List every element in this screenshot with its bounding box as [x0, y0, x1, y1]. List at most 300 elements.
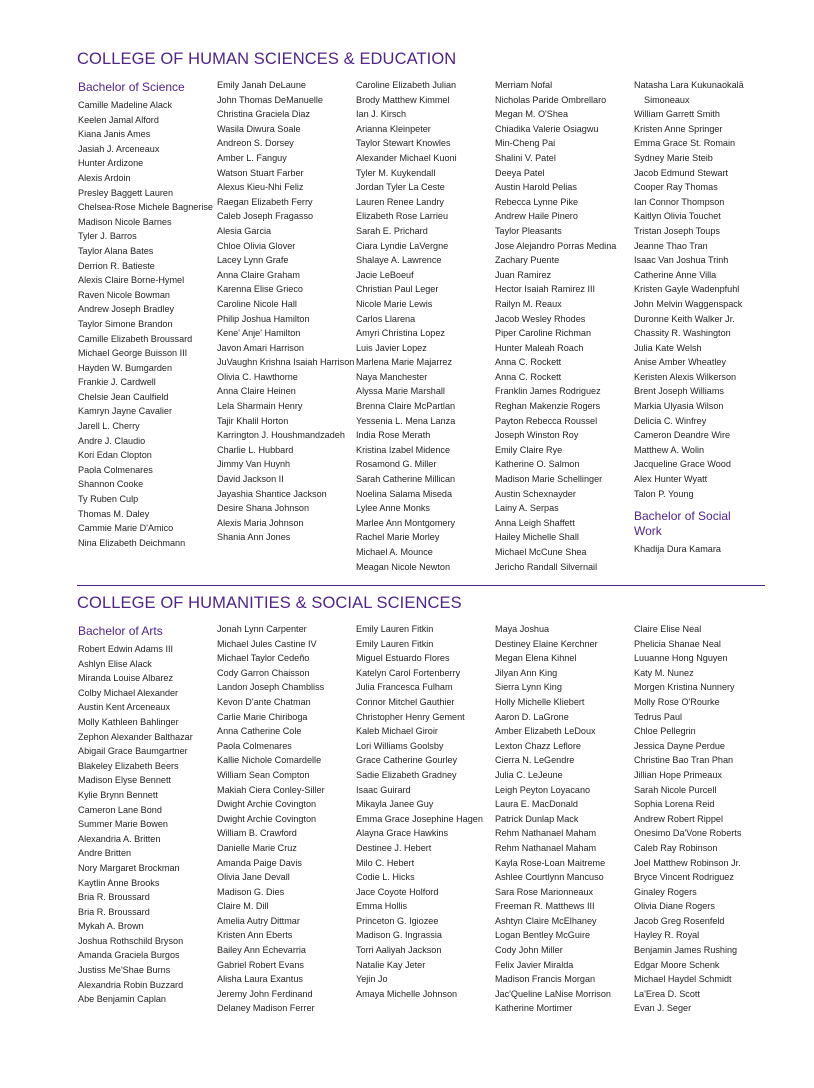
- graduate-name: Gabriel Robert Evans: [217, 959, 304, 970]
- graduate-name: Connor Mitchel Gauthier: [356, 696, 455, 707]
- graduate-name: Nory Margaret Brockman: [78, 862, 180, 873]
- graduate-name: Zephon Alexander Balthazar: [78, 731, 193, 742]
- graduate-name: Kallie Nichole Comardelle: [217, 755, 322, 766]
- graduate-name: Kaytlin Anne Brooks: [78, 877, 160, 888]
- graduate-name: Nicholas Paride Ombrellaro: [495, 94, 607, 105]
- graduate-name: Jimmy Van Huynh: [217, 459, 291, 470]
- graduate-name: Caroline Elizabeth Julian: [356, 80, 457, 90]
- graduate-name: Taylor Pleasants: [495, 225, 562, 236]
- graduate-name: Jac'Queline LaNise Morrison: [495, 988, 611, 999]
- graduate-name: Rehm Nathanael Maham: [495, 842, 597, 853]
- graduate-name: Javon Amari Harrison: [217, 342, 304, 353]
- graduate-name: Kamryn Jayne Cavalier: [78, 406, 173, 417]
- graduate-name: Kene' Anje' Hamilton: [217, 328, 301, 339]
- graduate-name: Megan Elena Kihnel: [495, 653, 577, 664]
- graduate-name: Shalini V. Patel: [495, 152, 556, 163]
- graduate-name: Meagan Nicole Newton: [356, 561, 451, 572]
- graduate-name: Shalaye A. Lawrence: [356, 255, 442, 266]
- graduate-name: Andrew Joseph Bradley: [78, 304, 175, 315]
- graduate-name: Makiah Ciera Conley-Siller: [217, 784, 325, 795]
- graduate-name: Jasiah J. Arceneaux: [78, 143, 160, 154]
- graduate-name: Piper Caroline Richman: [495, 328, 592, 339]
- graduate-name: Olivia Diane Rogers: [634, 901, 715, 912]
- graduate-name: Grace Catherine Gourley: [356, 755, 458, 766]
- graduate-name: Christina Graciela Diaz: [217, 109, 310, 120]
- graduate-name: Madison G. Ingrassia: [356, 930, 442, 941]
- graduate-name: Christian Paul Leger: [356, 284, 439, 295]
- graduate-name: Chelsea-Rose Michele Bagnerise: [78, 202, 213, 213]
- graduate-name: Anna C. Rockett: [495, 371, 562, 382]
- graduate-name: Jessica Dayne Perdue: [634, 740, 725, 751]
- graduate-name: Katelyn Carol Fortenberry: [356, 667, 461, 678]
- graduate-name: Naya Manchester: [356, 371, 428, 382]
- graduate-name: Kaleb Michael Giroir: [356, 726, 438, 737]
- graduate-name: Joseph Winston Roy: [495, 430, 579, 441]
- graduate-name: Anna C. Rockett: [495, 357, 562, 368]
- graduate-name: Watson Stuart Farber: [217, 167, 304, 178]
- s1-col3: [356, 78, 494, 574]
- graduate-name: Deeya Patel: [495, 167, 545, 178]
- graduate-name: Noelina Salama Miseda: [356, 488, 453, 499]
- graduate-name: Summer Marie Bowen: [78, 819, 168, 830]
- graduate-name: Raegan Elizabeth Ferry: [217, 196, 313, 207]
- graduate-name: Jacob Greg Rosenfeld: [634, 915, 725, 926]
- graduate-name: Jeremy John Ferdinand: [217, 988, 313, 999]
- graduate-name: Megan M. O'Shea: [495, 109, 569, 120]
- graduate-name: Lela Sharmain Henry: [217, 401, 303, 412]
- s1-col1: [78, 80, 216, 550]
- graduate-name: Jarell L. Cherry: [78, 421, 140, 432]
- graduate-name: Amaya Michelle Johnson: [356, 988, 458, 999]
- graduate-name: Alexandria A. Britten: [78, 833, 161, 844]
- graduate-name: Taylor Stewart Knowles: [356, 138, 451, 149]
- graduate-name: Ashlee Courtlynn Mancuso: [495, 872, 604, 883]
- s2-col4: [495, 622, 633, 1016]
- graduate-name: Zachary Puente: [495, 255, 560, 266]
- graduate-name: Christopher Henry Gement: [356, 711, 465, 722]
- graduate-name: Dwight Archie Covington: [217, 813, 317, 824]
- graduate-name: Khadija Dura Kamara: [634, 544, 721, 555]
- graduate-name: Felix Javier Miralda: [495, 959, 574, 970]
- graduate-name: Lauren Renee Landry: [356, 196, 444, 207]
- graduate-name: Chelsie Jean Caulfield: [78, 391, 169, 402]
- graduate-name: Andre Britten: [78, 848, 132, 859]
- graduate-name: Isaac Guirard: [356, 784, 411, 795]
- graduate-name: Wasila Diwura Soale: [217, 123, 301, 134]
- graduate-name: Alisha Laura Exantus: [217, 974, 303, 985]
- graduate-name: Jilyan Ann King: [495, 667, 558, 678]
- degree-heading: Bachelor of Arts: [78, 624, 163, 638]
- graduate-name: Katy M. Nunez: [634, 667, 694, 678]
- graduate-name: Hunter Ardizone: [78, 158, 144, 169]
- graduate-name: Andrew Robert Rippel: [634, 813, 723, 824]
- graduate-name: Julia Francesca Fulham: [356, 682, 453, 693]
- graduate-name: Michael Haydel Schmidt: [634, 974, 732, 985]
- graduate-name: Camille Elizabeth Broussard: [78, 333, 193, 344]
- graduate-name: Lacey Lynn Grafe: [217, 255, 289, 266]
- graduate-name: Colby Michael Alexander: [78, 687, 179, 698]
- graduate-name: Sophia Lorena Reid: [634, 799, 715, 810]
- graduate-name: Emily Claire Rye: [495, 444, 563, 455]
- graduate-name: Cammie Marie D'Amico: [78, 523, 174, 534]
- graduate-name: Min-Cheng Pai: [495, 138, 556, 149]
- graduate-name: Sara Rose Marionneaux: [495, 886, 594, 897]
- graduate-name: Yessenia L. Mena Lanza: [356, 415, 456, 426]
- graduate-name: Keristen Alexis Wilkerson: [634, 371, 737, 382]
- graduate-name: Lexton Chazz Leflore: [495, 740, 581, 751]
- graduate-name: Onesimo Da'Vone Roberts: [634, 828, 742, 839]
- graduate-name: Abigail Grace Baumgartner: [78, 746, 188, 757]
- graduate-name: Alyssa Marie Marshall: [356, 386, 445, 397]
- graduate-name: Sarah Catherine Millican: [356, 474, 456, 485]
- graduate-name: Cody John Miller: [495, 945, 563, 956]
- graduate-name: La'Erea D. Scott: [634, 988, 700, 999]
- graduate-name: Markia Ulyasia Wilson: [634, 401, 724, 412]
- degree-heading: Bachelor of Science: [78, 80, 185, 94]
- degree-heading: Bachelor of Social Work: [634, 509, 731, 539]
- graduate-name: Christine Bao Tran Phan: [634, 755, 734, 766]
- graduate-name: Shania Ann Jones: [217, 532, 291, 543]
- graduate-name: Andrew Haile Pinero: [495, 211, 578, 222]
- graduate-name: Emma Grace St. Romain: [634, 138, 736, 149]
- graduate-name: Alexis Claire Borne-Hymel: [78, 275, 185, 286]
- graduate-name: Amanda Paige Davis: [217, 857, 302, 868]
- graduate-name: India Rose Merath: [356, 430, 431, 441]
- graduate-name: Nicole Marie Lewis: [356, 298, 433, 309]
- graduate-name: Chiadika Valerie Osiagwu: [495, 123, 599, 134]
- graduate-name: Emma Hollis: [356, 901, 408, 912]
- graduate-name: Kylie Brynn Bennett: [78, 789, 158, 800]
- s1-col4: [495, 78, 633, 574]
- graduate-name: Austin Schexnayder: [495, 488, 576, 499]
- graduate-name: Thomas M. Daley: [78, 508, 150, 519]
- graduate-name: Claire Elise Neal: [634, 624, 702, 634]
- graduate-name: Lainy A. Serpas: [495, 503, 559, 514]
- graduate-name: Logan Bentley McGuire: [495, 930, 591, 941]
- graduate-name: Justiss Me'Shae Burns: [78, 965, 171, 976]
- graduate-name: Elizabeth Rose Larrieu: [356, 211, 448, 222]
- graduate-name: Joel Matthew Robinson Jr.: [634, 857, 741, 868]
- s1-col2: [217, 78, 355, 545]
- graduate-name: Miguel Estuardo Flores: [356, 653, 450, 664]
- graduate-name: Abe Benjamin Caplan: [78, 994, 166, 1005]
- graduate-name: Taylor Alana Bates: [78, 245, 154, 256]
- graduate-name: Madison Marie Schellinger: [495, 474, 603, 485]
- graduate-name: Jacob Edmund Stewart: [634, 167, 729, 178]
- graduate-name: Talon P. Young: [634, 488, 694, 499]
- section-divider: [77, 585, 765, 586]
- graduate-name: Jonah Lynn Carpenter: [217, 624, 307, 634]
- graduate-name: Ashlyn Elise Alack: [78, 658, 152, 669]
- graduate-name: Frankie J. Cardwell: [78, 377, 156, 388]
- graduate-name: Jacob Wesley Rhodes: [495, 313, 586, 324]
- graduate-name: Kristen Gayle Wadenpfuhl: [634, 284, 740, 295]
- graduate-name: Emily Lauren Fitkin: [356, 624, 434, 634]
- college-title-humanities: COLLEGE OF HUMANITIES & SOCIAL SCIENCES: [77, 594, 462, 612]
- graduate-name: Charlie L. Hubbard: [217, 444, 294, 455]
- graduate-name: Brenna Claire McPartlan: [356, 401, 456, 412]
- s2-col2: [217, 622, 355, 1016]
- graduate-name: Ian J. Kirsch: [356, 109, 407, 120]
- graduate-name: Tristan Joseph Toups: [634, 225, 720, 236]
- graduate-name: Isaac Van Joshua Trinh: [634, 255, 729, 266]
- graduate-name: Anise Amber Wheatley: [634, 357, 726, 368]
- graduate-name: Sydney Marie Steib: [634, 152, 713, 163]
- graduate-name: Morgen Kristina Nunnery: [634, 682, 735, 693]
- graduate-name: Jace Coyote Holford: [356, 886, 439, 897]
- graduate-name: Carlos Llarena: [356, 313, 416, 324]
- graduate-name: Jayashia Shantice Jackson: [217, 488, 327, 499]
- graduate-name: Ashtyn Claire McElhaney: [495, 915, 597, 926]
- graduate-name: Presley Baggett Lauren: [78, 187, 174, 198]
- graduate-name: Philip Joshua Hamilton: [217, 313, 310, 324]
- graduate-name: Sarah E. Prichard: [356, 225, 428, 236]
- graduate-name: Delaney Madison Ferrer: [217, 1003, 315, 1014]
- graduate-name: Robert Edwin Adams III: [78, 644, 174, 654]
- graduate-name: Amber Elizabeth LeDoux: [495, 726, 596, 737]
- graduate-name: Rosamond G. Miller: [356, 459, 437, 470]
- graduate-name: Alex Hunter Wyatt: [634, 474, 708, 485]
- graduate-name: Amanda Graciela Burgos: [78, 950, 180, 961]
- graduate-name: Cameron Deandre Wire: [634, 430, 731, 441]
- graduate-name: Tyler J. Barros: [78, 231, 137, 242]
- graduate-name: Olivia Jane Devall: [217, 872, 290, 883]
- graduate-name: Julia Kate Welsh: [634, 342, 702, 353]
- graduate-name: Benjamin James Rushing: [634, 945, 738, 956]
- graduate-name: Kristen Ann Eberts: [217, 930, 293, 941]
- graduate-name: Marlena Marie Majarrez: [356, 357, 453, 368]
- graduate-name: Cameron Lane Bond: [78, 804, 162, 815]
- graduate-name: Destinee J. Hebert: [356, 842, 432, 853]
- graduate-name: Raven Nicole Bowman: [78, 289, 170, 300]
- graduate-name: Desire Shana Johnson: [217, 503, 310, 514]
- graduate-name: William Garrett Smith: [634, 109, 720, 120]
- graduate-name: Bryce Vincent Rodriguez: [634, 872, 734, 883]
- graduate-name: Jillian Hope Primeaux: [634, 769, 722, 780]
- graduate-name: Railyn M. Reaux: [495, 298, 562, 309]
- graduate-name: Taylor Simone Brandon: [78, 318, 173, 329]
- graduate-name: Codie L. Hicks: [356, 872, 415, 883]
- college-title-human-sciences: COLLEGE OF HUMAN SCIENCES & EDUCATION: [77, 50, 457, 68]
- graduate-name: Landon Joseph Chambliss: [217, 682, 325, 693]
- graduate-name: Mikayla Janee Guy: [356, 799, 434, 810]
- graduate-name: Cooper Ray Thomas: [634, 182, 718, 193]
- graduate-name: Michael George Buisson III: [78, 348, 188, 359]
- graduate-name: Keelen Jamal Alford: [78, 114, 159, 125]
- graduate-name: Jose Alejandro Porras Medina: [495, 240, 617, 251]
- graduate-name: Miranda Louise Albarez: [78, 673, 174, 684]
- graduate-name: Dwight Archie Covington: [217, 799, 317, 810]
- graduate-name: Katherine Mortimer: [495, 1003, 573, 1014]
- graduate-name: Bria R. Broussard: [78, 906, 150, 917]
- s1-col5: [634, 78, 774, 557]
- graduate-name: John Thomas DeManuelle: [217, 94, 323, 105]
- graduate-name: Austin Kent Arceneaux: [78, 702, 171, 713]
- graduate-name: Blakeley Elizabeth Beers: [78, 760, 179, 771]
- graduate-name: Jacqueline Grace Wood: [634, 459, 731, 470]
- graduate-name: Freeman R. Matthews III: [495, 901, 595, 912]
- graduate-name: Cody Garron Chaisson: [217, 667, 310, 678]
- graduate-name: Molly Kathleen Bahlinger: [78, 716, 179, 727]
- graduate-name: Caroline Nicole Hall: [217, 298, 297, 309]
- graduate-name: Emily Lauren Fitkin: [356, 638, 434, 649]
- graduate-name: Michael McCune Shea: [495, 547, 587, 557]
- graduate-name: Alesia Garcia: [217, 225, 272, 236]
- graduate-name: Brody Matthew Kimmel: [356, 94, 450, 105]
- graduate-name: Franklin James Rodriguez: [495, 386, 601, 397]
- s2-col5: [634, 622, 772, 1016]
- graduate-name: Hailey Michelle Shall: [495, 532, 579, 543]
- graduate-name: Madison Elyse Bennett: [78, 775, 172, 786]
- graduate-name: Claire M. Dill: [217, 901, 269, 912]
- s2-col3: [356, 622, 494, 1001]
- graduate-name: Marlee Ann Montgomery: [356, 517, 456, 528]
- graduate-name: Rachel Marie Morley: [356, 532, 440, 543]
- graduate-name: Paola Colmenares: [78, 464, 153, 475]
- graduate-name: Milo C. Hebert: [356, 857, 415, 868]
- graduate-name: Kiana Janis Ames: [78, 129, 151, 140]
- graduate-name: Kayla Rose-Loan Maitreme: [495, 857, 606, 868]
- graduate-name: Rehm Nathanael Maham: [495, 828, 597, 839]
- graduate-name: Kori Edan Clopton: [78, 450, 152, 461]
- graduate-name: Chloe Olivia Glover: [217, 240, 296, 251]
- graduate-name: Katherine O. Salmon: [495, 459, 580, 470]
- graduate-name: Mykah A. Brown: [78, 921, 144, 932]
- graduate-name: Evan J. Seger: [634, 1003, 692, 1014]
- graduate-name: William Sean Compton: [217, 769, 310, 780]
- graduate-name: Joshua Rothschild Bryson: [78, 935, 184, 946]
- graduate-name: Princeton G. Igiozee: [356, 915, 439, 926]
- graduate-name: Merriam Nofal: [495, 80, 553, 90]
- graduate-name: Juan Ramirez: [495, 269, 552, 280]
- graduate-name: Jeanne Thao Tran: [634, 240, 708, 251]
- s2-col1: [78, 624, 216, 1007]
- graduate-name: Payton Rebecca Roussel: [495, 415, 598, 426]
- graduate-name: Andreon S. Dorsey: [217, 138, 294, 149]
- graduate-name: Holly Michelle Kliebert: [495, 696, 585, 707]
- graduate-name: Julia C. LeJeune: [495, 769, 563, 780]
- graduate-name: Ginaley Rogers: [634, 886, 697, 897]
- graduate-name: Jordan Tyler La Ceste: [356, 182, 445, 193]
- graduate-name: Chloe Pellegrin: [634, 726, 696, 737]
- graduate-name: Emily Janah DeLaune: [217, 80, 306, 90]
- graduate-name: Rebecca Lynne Pike: [495, 196, 579, 207]
- graduate-name: Cierra N. LeGendre: [495, 755, 575, 766]
- graduate-name: Natalie Kay Jeter: [356, 959, 426, 970]
- graduate-name: Olivia C. Hawthorne: [217, 371, 298, 382]
- graduate-name: Anna Claire Graham: [217, 269, 300, 280]
- graduate-name: Laura E. MacDonald: [495, 799, 578, 810]
- graduate-name: David Jackson II: [217, 474, 284, 485]
- graduate-name: Shannon Cooke: [78, 479, 144, 490]
- graduate-name: Torri Aaliyah Jackson: [356, 945, 442, 956]
- graduate-name: Andre J. Claudio: [78, 435, 146, 446]
- graduate-name: Hayley R. Royal: [634, 930, 700, 941]
- graduate-name: Hector Isaiah Ramirez III: [495, 284, 596, 295]
- graduate-name: Aaron D. LaGrone: [495, 711, 569, 722]
- graduate-name: Emma Grace Josephine Hagen: [356, 813, 483, 824]
- graduate-name: Lori Williams Goolsby: [356, 740, 444, 751]
- graduate-name: Destiney Elaine Kerchner: [495, 638, 598, 649]
- graduate-name: Yejin Jo: [356, 974, 388, 985]
- graduate-name: Kristina Izabel Midence: [356, 444, 451, 455]
- graduate-name: Arianna Kleinpeter: [356, 123, 431, 134]
- graduate-name: Tedrus Paul: [634, 711, 683, 722]
- graduate-name: Luuanne Hong Nguyen: [634, 653, 728, 664]
- graduate-name: Bailey Ann Echevarria: [217, 945, 306, 956]
- graduate-name: Delicia C. Winfrey: [634, 415, 707, 426]
- graduate-name: JuVaughn Krishna Isaiah Harrison: [217, 357, 355, 368]
- graduate-name: Patrick Dunlap Mack: [495, 813, 579, 824]
- graduate-name: Madison Francis Morgan: [495, 974, 596, 985]
- graduate-name: Michael Taylor Cedeño: [217, 653, 310, 664]
- graduate-name: Amber L. Fanguy: [217, 152, 287, 163]
- graduate-name: John Melvin Waggenspack: [634, 298, 743, 309]
- graduate-name: Alexandria Robin Buzzard: [78, 979, 184, 990]
- graduate-name: Matthew A. Wolin: [634, 444, 705, 455]
- graduate-name: Paola Colmenares: [217, 740, 292, 751]
- graduate-name: Jacie LeBoeuf: [356, 269, 414, 280]
- graduate-name: Tajir Khalil Horton: [217, 415, 289, 426]
- graduate-name: Hayden W. Bumgarden: [78, 362, 173, 373]
- graduate-name: Karrington J. Houshmandzadeh: [217, 430, 345, 441]
- graduate-name: Kristen Anne Springer: [634, 123, 723, 134]
- graduate-name: Alexander Michael Kuoni: [356, 152, 457, 163]
- graduate-name: Madison Nicole Barnes: [78, 216, 172, 227]
- graduate-name: Caleb Joseph Fragasso: [217, 211, 314, 222]
- graduate-name: Anna Claire Heinen: [217, 386, 296, 397]
- graduate-name: Nina Elizabeth Deichmann: [78, 537, 186, 548]
- graduate-name: Molly Rose O'Rourke: [634, 696, 720, 707]
- graduate-name: Tyler M. Kuykendall: [356, 167, 436, 178]
- graduate-name: William B. Crawford: [217, 828, 297, 839]
- graduate-name: Alexus Kieu-Nhi Feliz: [217, 182, 304, 193]
- graduate-name: Jericho Randall Silvernail: [495, 561, 598, 572]
- graduate-name: Sadie Elizabeth Gradney: [356, 769, 457, 780]
- graduate-name: Reghan Makenzie Rogers: [495, 401, 601, 412]
- graduate-name: Kevon D'ante Chatman: [217, 696, 311, 707]
- graduate-name: Alexis Maria Johnson: [217, 517, 304, 528]
- graduate-name: Catherine Anne Villa: [634, 269, 717, 280]
- graduate-name: Hunter Maleah Roach: [495, 342, 584, 353]
- graduate-name: Anna Catherine Cole: [217, 726, 302, 737]
- graduate-name: Phelicia Shanae Neal: [634, 638, 721, 649]
- graduate-name: Alexis Ardoin: [78, 172, 131, 183]
- graduate-name: Kaitlyn Olivia Touchet: [634, 211, 721, 222]
- graduate-name: Amyri Christina Lopez: [356, 328, 445, 339]
- graduate-name: Derrion R. Batieste: [78, 260, 155, 271]
- graduate-name: Ty Ruben Culp: [78, 494, 139, 505]
- graduate-name: Austin Harold Pelias: [495, 182, 577, 193]
- graduate-name: Maya Joshua: [495, 624, 550, 634]
- graduate-name: Anna Leigh Shaffett: [495, 517, 575, 528]
- graduate-name: Danielle Marie Cruz: [217, 842, 297, 853]
- graduate-name: Sarah Nicole Purcell: [634, 784, 717, 795]
- graduate-name: Chassity R. Washington: [634, 328, 731, 339]
- graduate-name: Ian Connor Thompson: [634, 196, 725, 207]
- graduate-name: Natasha Lara Kukunaokalā Simoneaux: [634, 80, 744, 105]
- graduate-name: Madison G. Dies: [217, 886, 285, 897]
- graduate-name: Amelia Autry Dittmar: [217, 915, 300, 926]
- graduate-name: Michael A. Mounce: [356, 547, 433, 557]
- graduate-name: Carlie Marie Chiriboga: [217, 711, 308, 722]
- graduate-name: Ciara Lyndie LaVergne: [356, 240, 449, 251]
- graduate-name: Michael Jules Castine IV: [217, 638, 317, 649]
- graduate-name: Camille Madeline Alack: [78, 100, 173, 110]
- graduate-name: Edgar Moore Schenk: [634, 959, 720, 970]
- graduate-name: Luis Javier Lopez: [356, 342, 427, 353]
- graduate-name: Bria R. Broussard: [78, 892, 150, 903]
